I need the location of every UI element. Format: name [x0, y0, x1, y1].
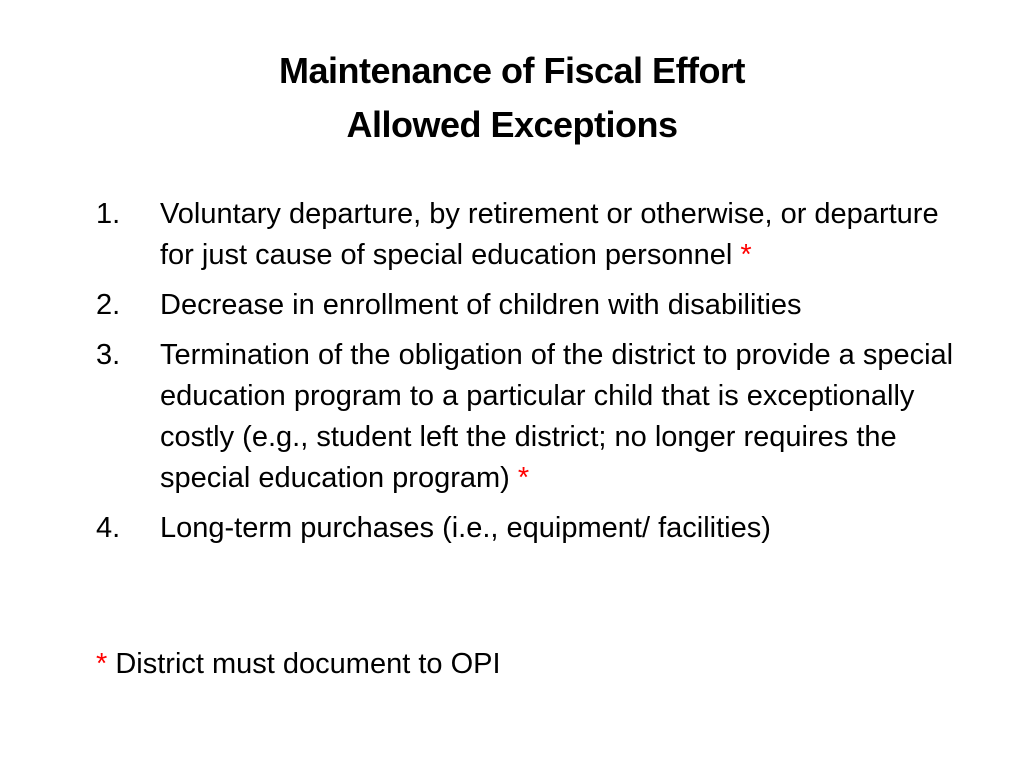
list-item-number: 2.	[96, 289, 121, 321]
list-item-text: Long-term purchases (i.e., equipment/ facilities)	[160, 512, 771, 544]
list-item	[96, 194, 966, 276]
list-item-number: 3.	[96, 339, 121, 371]
slide-title	[0, 44, 1024, 152]
list-item	[96, 285, 966, 326]
title-line-2: Allowed Exceptions	[346, 104, 678, 145]
exceptions-list	[96, 194, 966, 558]
footnote-text: District must document to OPI	[115, 648, 501, 680]
list-item-text: Decrease in enrollment of children with disabilities	[160, 289, 802, 321]
title-line-1: Maintenance of Fiscal Effort	[278, 50, 746, 91]
list-item	[96, 508, 966, 549]
list-item-number: 4.	[96, 512, 121, 544]
list-item-text: Termination of the obligation of the district to provide a special education program to a particular child that is exceptionally costly (e.g., student left the district; no longer requires the special education program)	[160, 339, 954, 494]
footnote	[96, 644, 501, 685]
footnote-asterisk: *	[96, 648, 108, 680]
list-item-text: Voluntary departure, by retirement or otherwise, or departure for just cause of special education personnel	[160, 198, 939, 271]
list-item-number: 1.	[96, 198, 121, 230]
asterisk-marker: *	[740, 239, 752, 271]
list-item	[96, 335, 966, 499]
asterisk-marker: *	[517, 462, 530, 494]
